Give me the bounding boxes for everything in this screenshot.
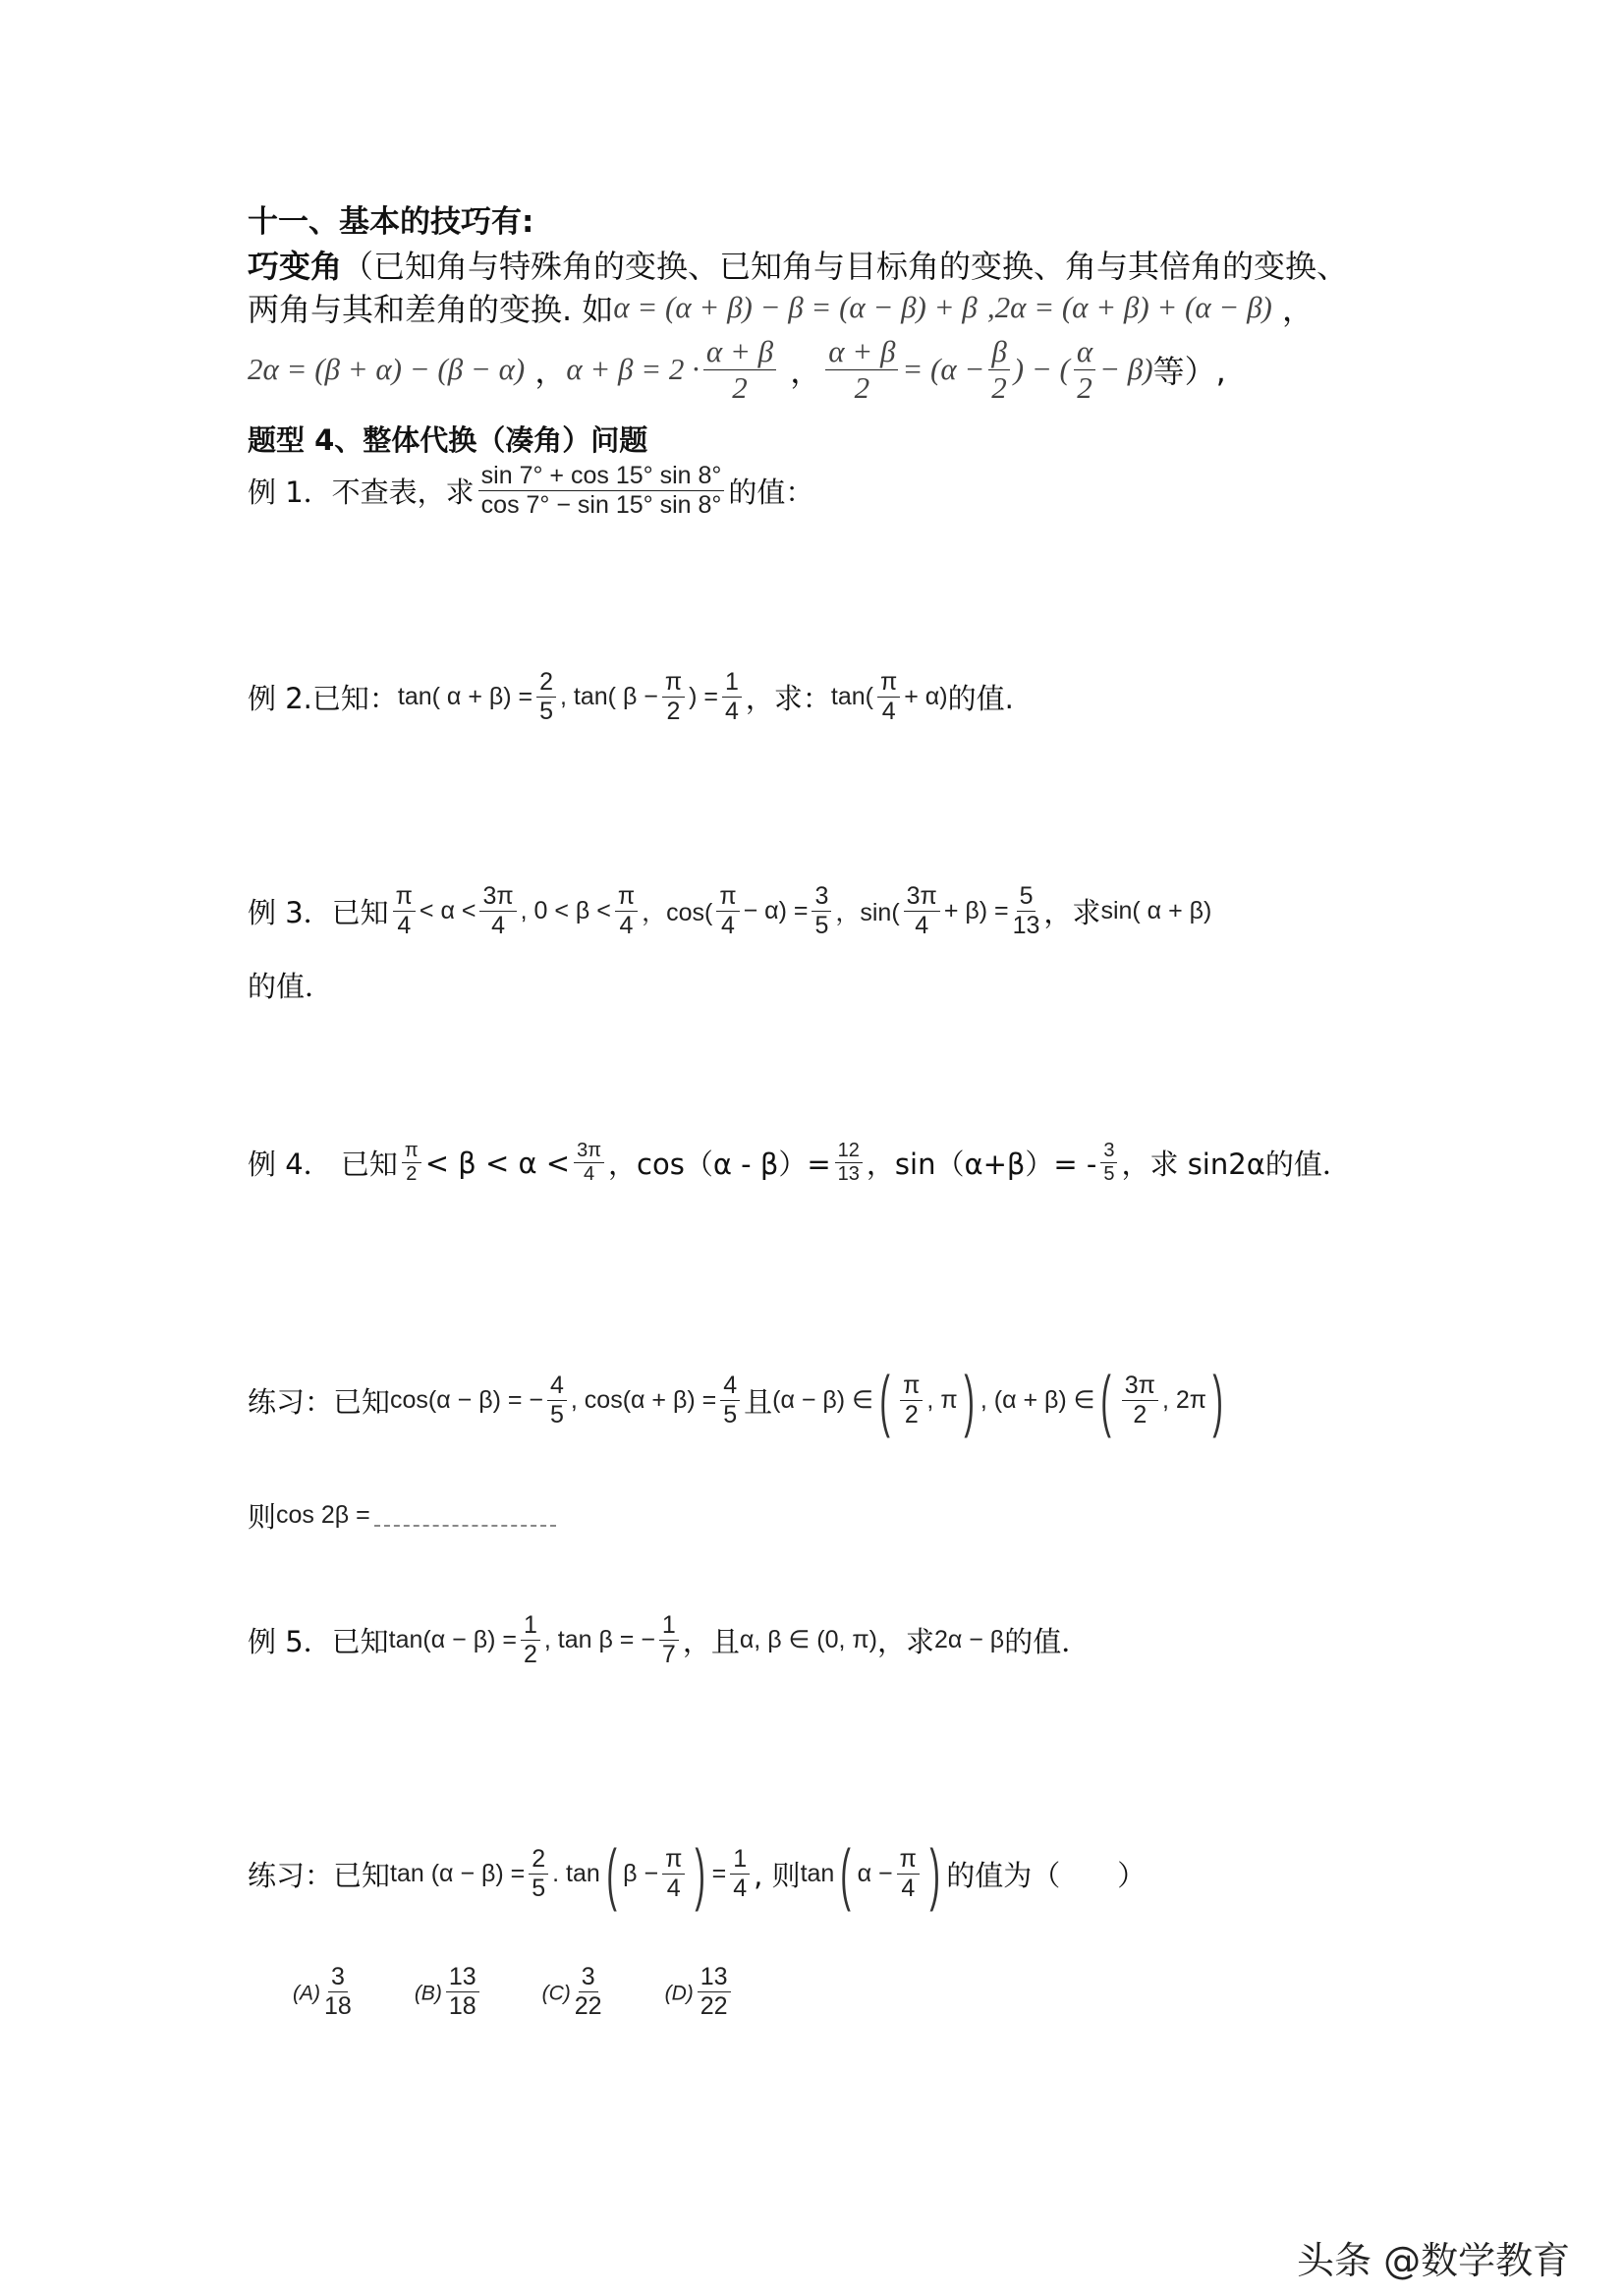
section-heading: 十一、基本的技巧有: <box>248 204 534 240</box>
fraction: $\frac{13}{22}$ <box>698 1963 731 2021</box>
fraction: 3 5 <box>1100 1140 1117 1186</box>
fraction: π 4 <box>393 882 416 940</box>
fraction: 3π 4 <box>479 882 516 940</box>
formula: ) = <box>689 682 718 710</box>
formula: 2α = (β + α) − (β − α) <box>248 352 526 387</box>
fraction: $\frac{13}{18}$ <box>446 1963 479 2021</box>
option-d[interactable]: (D) $\frac{13}{22}$ <box>665 1963 735 2021</box>
fraction: $\frac{3}{18}$ <box>324 1963 352 2020</box>
type-heading: 题型 4、整体代换（凑角）问题 <box>248 423 648 457</box>
option-c[interactable]: (C) $\frac{3}{22}$ <box>541 1963 602 2020</box>
formula: , tan β = − <box>543 1625 655 1653</box>
formula: β − <box>623 1859 659 1887</box>
fraction: α + β 2 <box>703 334 776 405</box>
fraction: $\frac{3}{5}$ <box>812 882 831 940</box>
formula: ) − ( <box>1013 352 1070 387</box>
paren: ) <box>929 1835 940 1912</box>
formula: , tan( β − <box>560 682 658 710</box>
fraction: π 2 <box>900 1372 923 1429</box>
label: 的值. <box>947 681 1014 715</box>
label: , 则 <box>754 1858 801 1892</box>
fraction: $\frac{\pi}{4}$ <box>897 1845 920 1903</box>
formula: tan(α − β) = <box>388 1625 517 1653</box>
formula: + α) <box>904 682 948 710</box>
paren: ( <box>1100 1362 1112 1438</box>
separator: ， <box>534 353 567 391</box>
example-3-line-2: 的值． <box>248 970 334 1003</box>
formula: = <box>711 1859 727 1887</box>
label: 例 3．已知 <box>248 895 389 929</box>
label: 练习：已知 <box>248 1384 391 1419</box>
answer-options <box>293 1963 735 2021</box>
formula: − α) = <box>743 896 809 924</box>
label: 例 4． 已知 <box>248 1148 398 1181</box>
fraction: $\frac{5}{13}$ <box>1012 882 1040 939</box>
formula: tan (α − β) = <box>390 1859 526 1887</box>
label: ，求： <box>745 681 831 715</box>
label: 的值： <box>728 475 814 509</box>
formula: tan <box>800 1859 835 1887</box>
intro-text: 两角与其和差角的变换. 如 <box>248 291 614 328</box>
formula: α + β = 2 · <box>566 352 700 387</box>
label: 且 <box>744 1384 773 1419</box>
formula: tan( α + β) = <box>397 682 533 710</box>
answer-blank[interactable] <box>374 1505 556 1527</box>
fraction: $\frac{1}{7}$ <box>659 1611 679 1669</box>
fraction: sin 7° + cos 15° sin 8° cos 7° − sin 15° sin 8° <box>478 462 725 520</box>
formula: ，cos( <box>642 899 713 927</box>
intro-bold: 巧变角 <box>248 248 343 285</box>
fraction: $\frac{1}{2}$ <box>521 1611 540 1669</box>
label: 例 5．已知 <box>248 1624 389 1658</box>
paren: ( <box>606 1835 617 1912</box>
label: 则 <box>248 1500 277 1534</box>
fraction: 3π 4 <box>574 1140 604 1186</box>
separator: ， <box>790 353 822 391</box>
fraction: 3π 2 <box>1122 1372 1158 1429</box>
fraction: $\frac{3}{22}$ <box>574 1963 602 2020</box>
formula: α = (α + β) − β = (α − β) + β <box>613 290 978 324</box>
paren: ) <box>963 1362 975 1438</box>
formula: ，cos（α - β）= <box>608 1148 831 1181</box>
formula: , 2π <box>1161 1385 1206 1414</box>
paren: ( <box>840 1835 852 1912</box>
fraction: $\frac{\pi}{4}$ <box>662 1845 685 1903</box>
fraction: π 4 <box>877 668 900 726</box>
fraction: $\frac{\beta}{2}$ <box>988 334 1009 405</box>
fraction: α 2 <box>1074 334 1095 405</box>
fraction: $\frac{4}{5}$ <box>547 1372 567 1429</box>
formula: ，求 sin2α的值． <box>1121 1148 1351 1181</box>
intro-line-3 <box>248 334 1226 405</box>
fraction: π 2 <box>402 1140 421 1186</box>
formula: − β) <box>1099 352 1153 387</box>
formula: ，sin（α+β）= - <box>866 1148 1097 1181</box>
paren: ( <box>879 1362 890 1438</box>
formula: 2α − β <box>933 1625 1005 1653</box>
option-b[interactable]: (B) $\frac{13}{18}$ <box>415 1963 483 2021</box>
fraction: $\frac{\alpha + \beta}{2}$ <box>825 334 898 405</box>
intro-line-1 <box>248 242 1348 287</box>
watermark: 头条 @数学教育 <box>1297 2239 1571 2282</box>
label: 的值． <box>1004 1624 1091 1658</box>
formula: = (α − <box>902 352 985 387</box>
formula: , (α + β) ∈ <box>980 1386 1095 1414</box>
formula: cos(α − β) = − <box>390 1385 543 1414</box>
fraction: $\frac{1}{4}$ <box>722 668 742 726</box>
practice-1-line-2 <box>248 1495 556 1536</box>
example-3 <box>248 882 1211 940</box>
formula: , 0 < β < <box>520 896 611 924</box>
formula: α, β ∈ (0, π) <box>739 1626 877 1654</box>
paren: ) <box>1212 1362 1223 1438</box>
formula: + β) = <box>943 896 1009 924</box>
intro-text: （已知角与特殊角的变换、已知角与目标角的变换、角与其倍角的变换、 <box>342 248 1349 285</box>
example-2 <box>248 668 1014 726</box>
example-4 <box>248 1140 1351 1186</box>
formula: . tan <box>552 1859 600 1887</box>
formula: (α − β) ∈ <box>772 1386 873 1414</box>
formula: cos 2β = <box>276 1501 370 1529</box>
label: ，且 <box>682 1624 740 1658</box>
formula: ，sin( <box>835 899 900 927</box>
label: ，求 <box>1043 895 1101 929</box>
label: 的值为（ ） <box>946 1858 1147 1892</box>
fraction: π 4 <box>615 882 638 940</box>
option-a[interactable]: (A) $\frac{3}{18}$ <box>293 1963 352 2020</box>
practice-1 <box>248 1362 1229 1438</box>
practice-2 <box>248 1835 1147 1912</box>
example-1 <box>248 462 813 520</box>
label: ，求 <box>876 1624 934 1658</box>
fraction: $\frac{4}{5}$ <box>720 1372 740 1429</box>
formula: sin( α + β) <box>1100 896 1212 924</box>
formula: < α < <box>419 896 476 924</box>
fraction: $\frac{1}{4}$ <box>730 1845 750 1903</box>
fraction: $\frac{2}{5}$ <box>529 1845 548 1903</box>
example-5 <box>248 1611 1090 1669</box>
fraction: $\frac{12}{13}$ <box>835 1140 863 1186</box>
label: 练习：已知 <box>248 1858 391 1892</box>
intro-line-2 <box>248 285 1314 330</box>
label: 例 1．不查表，求 <box>248 475 475 509</box>
formula: ,2α = (α + β) + (α − β) <box>986 290 1272 324</box>
fraction: $\frac{2}{5}$ <box>536 668 556 726</box>
formula: , cos(α + β) = <box>570 1385 717 1414</box>
label: 例 2.已知： <box>248 681 398 715</box>
fraction: $\frac{\pi}{2}$ <box>662 668 685 726</box>
formula: tan( <box>830 682 874 710</box>
fraction: π 4 <box>716 882 739 940</box>
formula: < β < α < <box>424 1146 571 1180</box>
formula: , π <box>926 1385 958 1414</box>
formula: α − <box>857 1859 893 1887</box>
fraction: 3π 4 <box>904 882 940 940</box>
separator: ， <box>1282 291 1315 328</box>
paren: ) <box>695 1835 706 1912</box>
intro-end: 等）, <box>1152 353 1226 391</box>
